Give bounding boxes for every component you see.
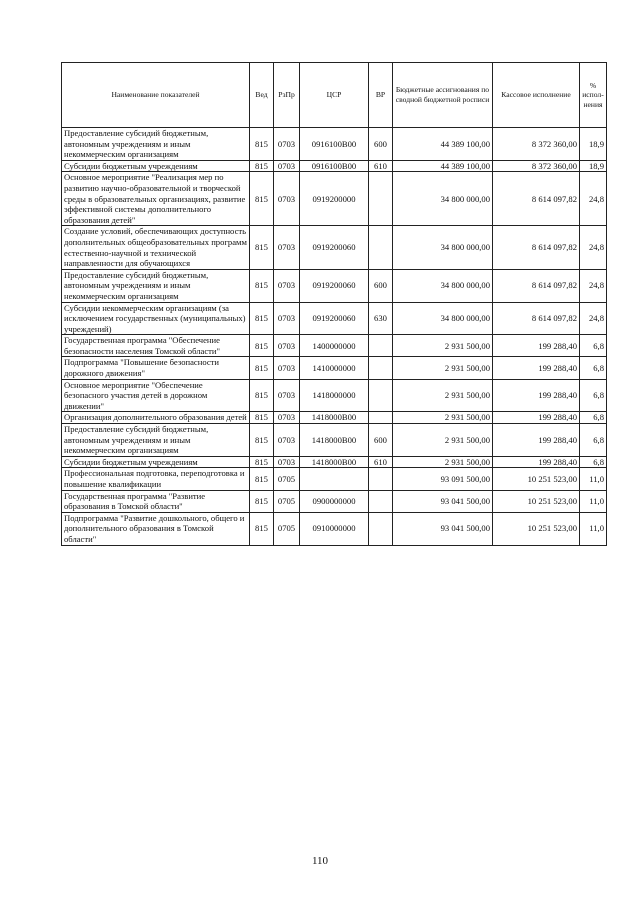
cell-percent: 24,8 <box>580 269 607 302</box>
cell-name: Субсидии бюджетным учреждениям <box>62 160 250 172</box>
cell-name: Профессиональная подготовка, переподготовка и повышение квалификации <box>62 468 250 490</box>
cell-cash-execution: 8 372 360,00 <box>493 128 580 161</box>
cell-cash-execution: 199 288,40 <box>493 456 580 468</box>
cell-rzpr: 0703 <box>274 335 300 357</box>
cell-percent: 6,8 <box>580 335 607 357</box>
cell-assignments: 34 800 000,00 <box>393 269 493 302</box>
cell-vr: 600 <box>369 128 393 161</box>
table-row <box>62 412 607 424</box>
cell-assignments: 34 800 000,00 <box>393 226 493 269</box>
cell-name: Основное мероприятие "Реализация мер по развитию научно-образовательной и творческой среды в образовательных организациях, развитие эффективной системы дополнительного образования детей" <box>62 172 250 226</box>
cell-assignments: 2 931 500,00 <box>393 412 493 424</box>
table-header-row <box>62 63 607 128</box>
cell-name: Подпрограмма "Повышение безопасности дорожного движения" <box>62 357 250 379</box>
cell-ved: 815 <box>250 357 274 379</box>
cell-percent: 6,8 <box>580 357 607 379</box>
cell-percent: 11,0 <box>580 468 607 490</box>
cell-csr: 0916100В00 <box>300 160 369 172</box>
cell-cash-execution: 10 251 523,00 <box>493 512 580 545</box>
cell-percent: 18,9 <box>580 128 607 161</box>
cell-name: Предоставление субсидий бюджетным, автономным учреждениям и иным некоммерческим организациям <box>62 424 250 457</box>
cell-cash-execution: 199 288,40 <box>493 424 580 457</box>
cell-name: Государственная программа "Обеспечение безопасности населения Томской области" <box>62 335 250 357</box>
cell-cash-execution: 8 614 097,82 <box>493 226 580 269</box>
table-row <box>62 128 607 161</box>
cell-cash-execution: 8 614 097,82 <box>493 302 580 335</box>
cell-cash-execution: 8 372 360,00 <box>493 160 580 172</box>
cell-assignments: 34 800 000,00 <box>393 172 493 226</box>
cell-percent: 6,8 <box>580 412 607 424</box>
cell-percent: 24,8 <box>580 226 607 269</box>
cell-percent: 11,0 <box>580 512 607 545</box>
cell-ved: 815 <box>250 226 274 269</box>
cell-rzpr: 0703 <box>274 379 300 412</box>
cell-percent: 11,0 <box>580 490 607 512</box>
cell-assignments: 44 389 100,00 <box>393 128 493 161</box>
cell-rzpr: 0703 <box>274 357 300 379</box>
cell-cash-execution: 199 288,40 <box>493 357 580 379</box>
cell-assignments: 2 931 500,00 <box>393 357 493 379</box>
cell-name: Субсидии бюджетным учреждениям <box>62 456 250 468</box>
header-csr: ЦСР <box>300 63 369 128</box>
cell-vr <box>369 357 393 379</box>
cell-ved: 815 <box>250 490 274 512</box>
table-row <box>62 456 607 468</box>
table-row <box>62 357 607 379</box>
cell-ved: 815 <box>250 424 274 457</box>
cell-assignments: 2 931 500,00 <box>393 379 493 412</box>
header-assignments: Бюджетные ассигнования по сводной бюджетной росписи <box>393 63 493 128</box>
budget-execution-table <box>61 62 607 546</box>
cell-rzpr: 0703 <box>274 412 300 424</box>
cell-ved: 815 <box>250 468 274 490</box>
cell-csr <box>300 468 369 490</box>
cell-name: Предоставление субсидий бюджетным, автономным учреждениям и иным некоммерческим организациям <box>62 269 250 302</box>
cell-cash-execution: 199 288,40 <box>493 379 580 412</box>
cell-ved: 815 <box>250 379 274 412</box>
cell-vr <box>369 512 393 545</box>
cell-csr: 0919200060 <box>300 302 369 335</box>
cell-ved: 815 <box>250 269 274 302</box>
cell-assignments: 93 041 500,00 <box>393 490 493 512</box>
table-row <box>62 302 607 335</box>
cell-name: Государственная программа "Развитие образования в Томской области" <box>62 490 250 512</box>
cell-ved: 815 <box>250 412 274 424</box>
cell-vr <box>369 412 393 424</box>
header-ved: Вед <box>250 63 274 128</box>
cell-csr: 1410000000 <box>300 357 369 379</box>
cell-percent: 24,8 <box>580 302 607 335</box>
cell-rzpr: 0703 <box>274 424 300 457</box>
cell-ved: 815 <box>250 456 274 468</box>
cell-rzpr: 0705 <box>274 468 300 490</box>
cell-ved: 815 <box>250 172 274 226</box>
cell-percent: 6,8 <box>580 379 607 412</box>
cell-assignments: 2 931 500,00 <box>393 456 493 468</box>
cell-assignments: 44 389 100,00 <box>393 160 493 172</box>
table-row <box>62 226 607 269</box>
cell-cash-execution: 8 614 097,82 <box>493 269 580 302</box>
cell-vr: 600 <box>369 269 393 302</box>
cell-rzpr: 0703 <box>274 226 300 269</box>
cell-csr: 0919200000 <box>300 172 369 226</box>
cell-csr: 1418000В00 <box>300 424 369 457</box>
cell-csr: 0900000000 <box>300 490 369 512</box>
cell-assignments: 2 931 500,00 <box>393 335 493 357</box>
header-vr: ВР <box>369 63 393 128</box>
table-row <box>62 269 607 302</box>
cell-name: Субсидии некоммерческим организациям (за исключением государственных (муниципальных) учреждений) <box>62 302 250 335</box>
header-cash-execution: Кассовое исполнение <box>493 63 580 128</box>
table-row <box>62 490 607 512</box>
cell-ved: 815 <box>250 512 274 545</box>
cell-vr: 600 <box>369 424 393 457</box>
cell-ved: 815 <box>250 160 274 172</box>
cell-vr <box>369 226 393 269</box>
cell-percent: 24,8 <box>580 172 607 226</box>
cell-ved: 815 <box>250 302 274 335</box>
cell-name: Организация дополнительного образования детей <box>62 412 250 424</box>
cell-rzpr: 0703 <box>274 456 300 468</box>
cell-csr: 0919200060 <box>300 226 369 269</box>
cell-cash-execution: 10 251 523,00 <box>493 468 580 490</box>
cell-rzpr: 0705 <box>274 512 300 545</box>
cell-name: Подпрограмма "Развитие дошкольного, общего и дополнительного образования в Томской области" <box>62 512 250 545</box>
table-row <box>62 424 607 457</box>
cell-csr: 0919200060 <box>300 269 369 302</box>
cell-cash-execution: 199 288,40 <box>493 412 580 424</box>
cell-percent: 6,8 <box>580 456 607 468</box>
table-row <box>62 379 607 412</box>
cell-vr <box>369 379 393 412</box>
cell-csr: 1418000В00 <box>300 412 369 424</box>
cell-csr: 1418000000 <box>300 379 369 412</box>
cell-csr: 0916100В00 <box>300 128 369 161</box>
cell-assignments: 34 800 000,00 <box>393 302 493 335</box>
cell-percent: 18,9 <box>580 160 607 172</box>
cell-ved: 815 <box>250 335 274 357</box>
cell-assignments: 2 931 500,00 <box>393 424 493 457</box>
header-rzpr: РзПр <box>274 63 300 128</box>
cell-cash-execution: 10 251 523,00 <box>493 490 580 512</box>
cell-vr: 610 <box>369 456 393 468</box>
cell-name: Основное мероприятие "Обеспечение безопасного участия детей в дорожном движении" <box>62 379 250 412</box>
cell-csr: 0910000000 <box>300 512 369 545</box>
cell-csr: 1400000000 <box>300 335 369 357</box>
cell-vr <box>369 490 393 512</box>
cell-ved: 815 <box>250 128 274 161</box>
cell-vr <box>369 468 393 490</box>
cell-vr: 630 <box>369 302 393 335</box>
cell-vr <box>369 335 393 357</box>
cell-csr: 1418000В00 <box>300 456 369 468</box>
table-row <box>62 512 607 545</box>
cell-name: Создание условий, обеспечивающих доступность дополнительных общеобразовательных программ естественно-научной и технической направленности для обучающихся <box>62 226 250 269</box>
cell-rzpr: 0703 <box>274 302 300 335</box>
table-row <box>62 160 607 172</box>
cell-rzpr: 0705 <box>274 490 300 512</box>
cell-assignments: 93 091 500,00 <box>393 468 493 490</box>
page-number: 110 <box>311 855 329 867</box>
header-name: Наименование показателей <box>62 63 250 128</box>
table-row <box>62 468 607 490</box>
cell-rzpr: 0703 <box>274 160 300 172</box>
cell-rzpr: 0703 <box>274 269 300 302</box>
cell-cash-execution: 8 614 097,82 <box>493 172 580 226</box>
cell-percent: 6,8 <box>580 424 607 457</box>
cell-rzpr: 0703 <box>274 172 300 226</box>
cell-rzpr: 0703 <box>274 128 300 161</box>
table-row <box>62 335 607 357</box>
header-percent-execution: % испол-нения <box>580 63 607 128</box>
cell-vr <box>369 172 393 226</box>
table-body <box>62 128 607 546</box>
cell-assignments: 93 041 500,00 <box>393 512 493 545</box>
cell-name: Предоставление субсидий бюджетным, автономным учреждениям и иным некоммерческим организациям <box>62 128 250 161</box>
cell-vr: 610 <box>369 160 393 172</box>
cell-cash-execution: 199 288,40 <box>493 335 580 357</box>
table-row <box>62 172 607 226</box>
